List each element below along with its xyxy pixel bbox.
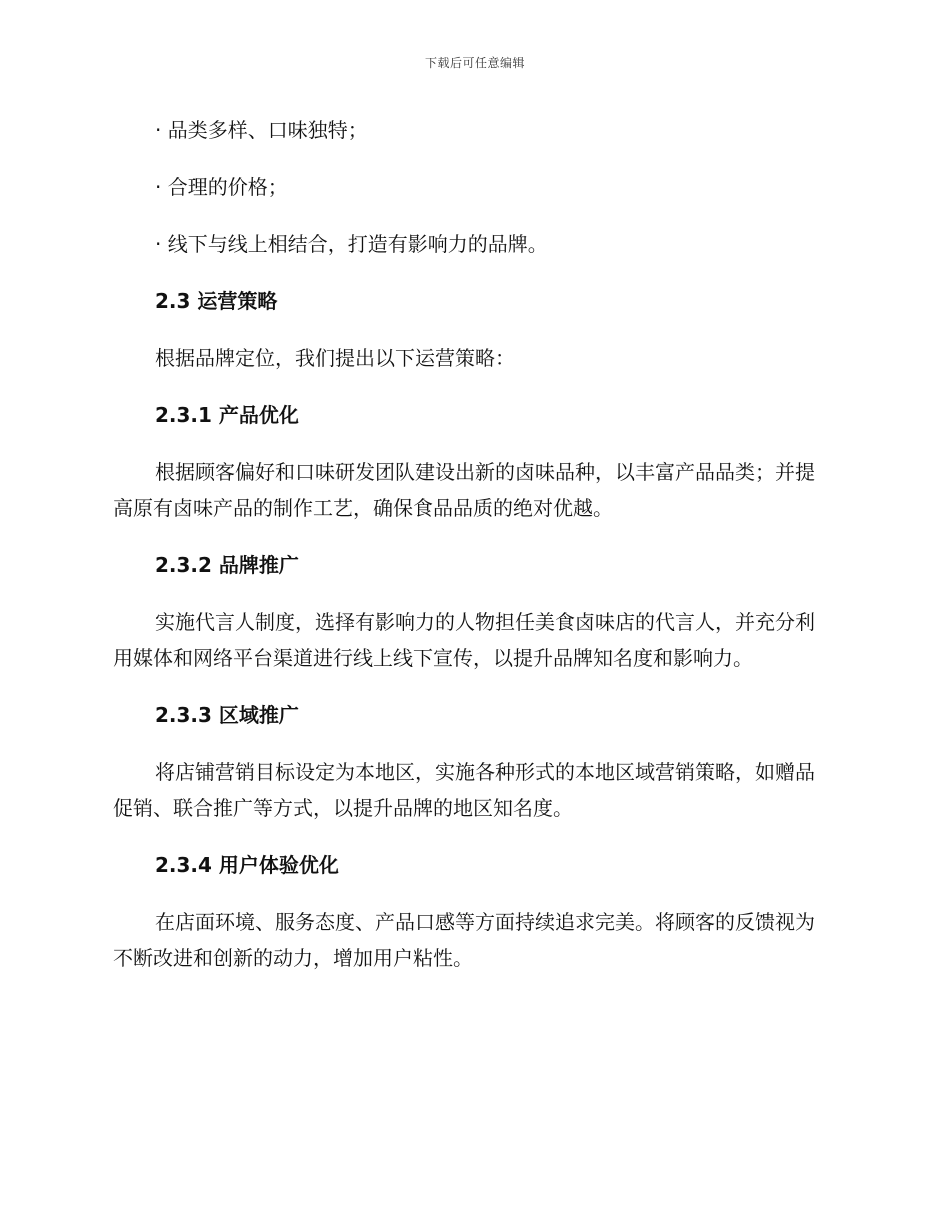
section-body-2-3-2: 实施代言人制度，选择有影响力的人物担任美食卤味店的代言人，并充分利用媒体和网络平台渠道进行线上线下宣传，以提升品牌知名度和影响力。: [113, 610, 815, 670]
section-body-2-3-3: 将店铺营销目标设定为本地区，实施各种形式的本地区域营销策略，如赠品促销、联合推广等方式，以提升品牌的地区知名度。: [113, 760, 815, 820]
header-note: 下载后可任意编辑: [424, 56, 525, 70]
bullet-item-3: · 线下与线上相结合，打造有影响力的品牌。: [155, 232, 548, 256]
section-body-2-3-4: 在店面环境、服务态度、产品口感等方面持续追求完美。将顾客的反馈视为不断改进和创新的动力，增加用户粘性。: [113, 910, 815, 970]
bullet-item-1: · 品类多样、口味独特；: [155, 118, 368, 142]
section-heading-2-3-2: 2.3.2 品牌推广: [155, 553, 299, 577]
section-intro-2-3: 根据品牌定位，我们提出以下运营策略：: [155, 346, 515, 370]
section-body-2-3-1: 根据顾客偏好和口味研发团队建设出新的卤味品种，以丰富产品品类；并提高原有卤味产品的制作工艺，确保食品品质的绝对优越。: [113, 460, 815, 520]
document-content: [113, 112, 833, 997]
bullet-item-2: · 合理的价格；: [155, 175, 288, 199]
section-heading-2-3-1: 2.3.1 产品优化: [155, 403, 299, 427]
section-heading-2-3-4: 2.3.4 用户体验优化: [155, 853, 339, 877]
section-heading-2-3: 2.3 运营策略: [155, 289, 278, 313]
section-heading-2-3-3: 2.3.3 区域推广: [155, 703, 299, 727]
